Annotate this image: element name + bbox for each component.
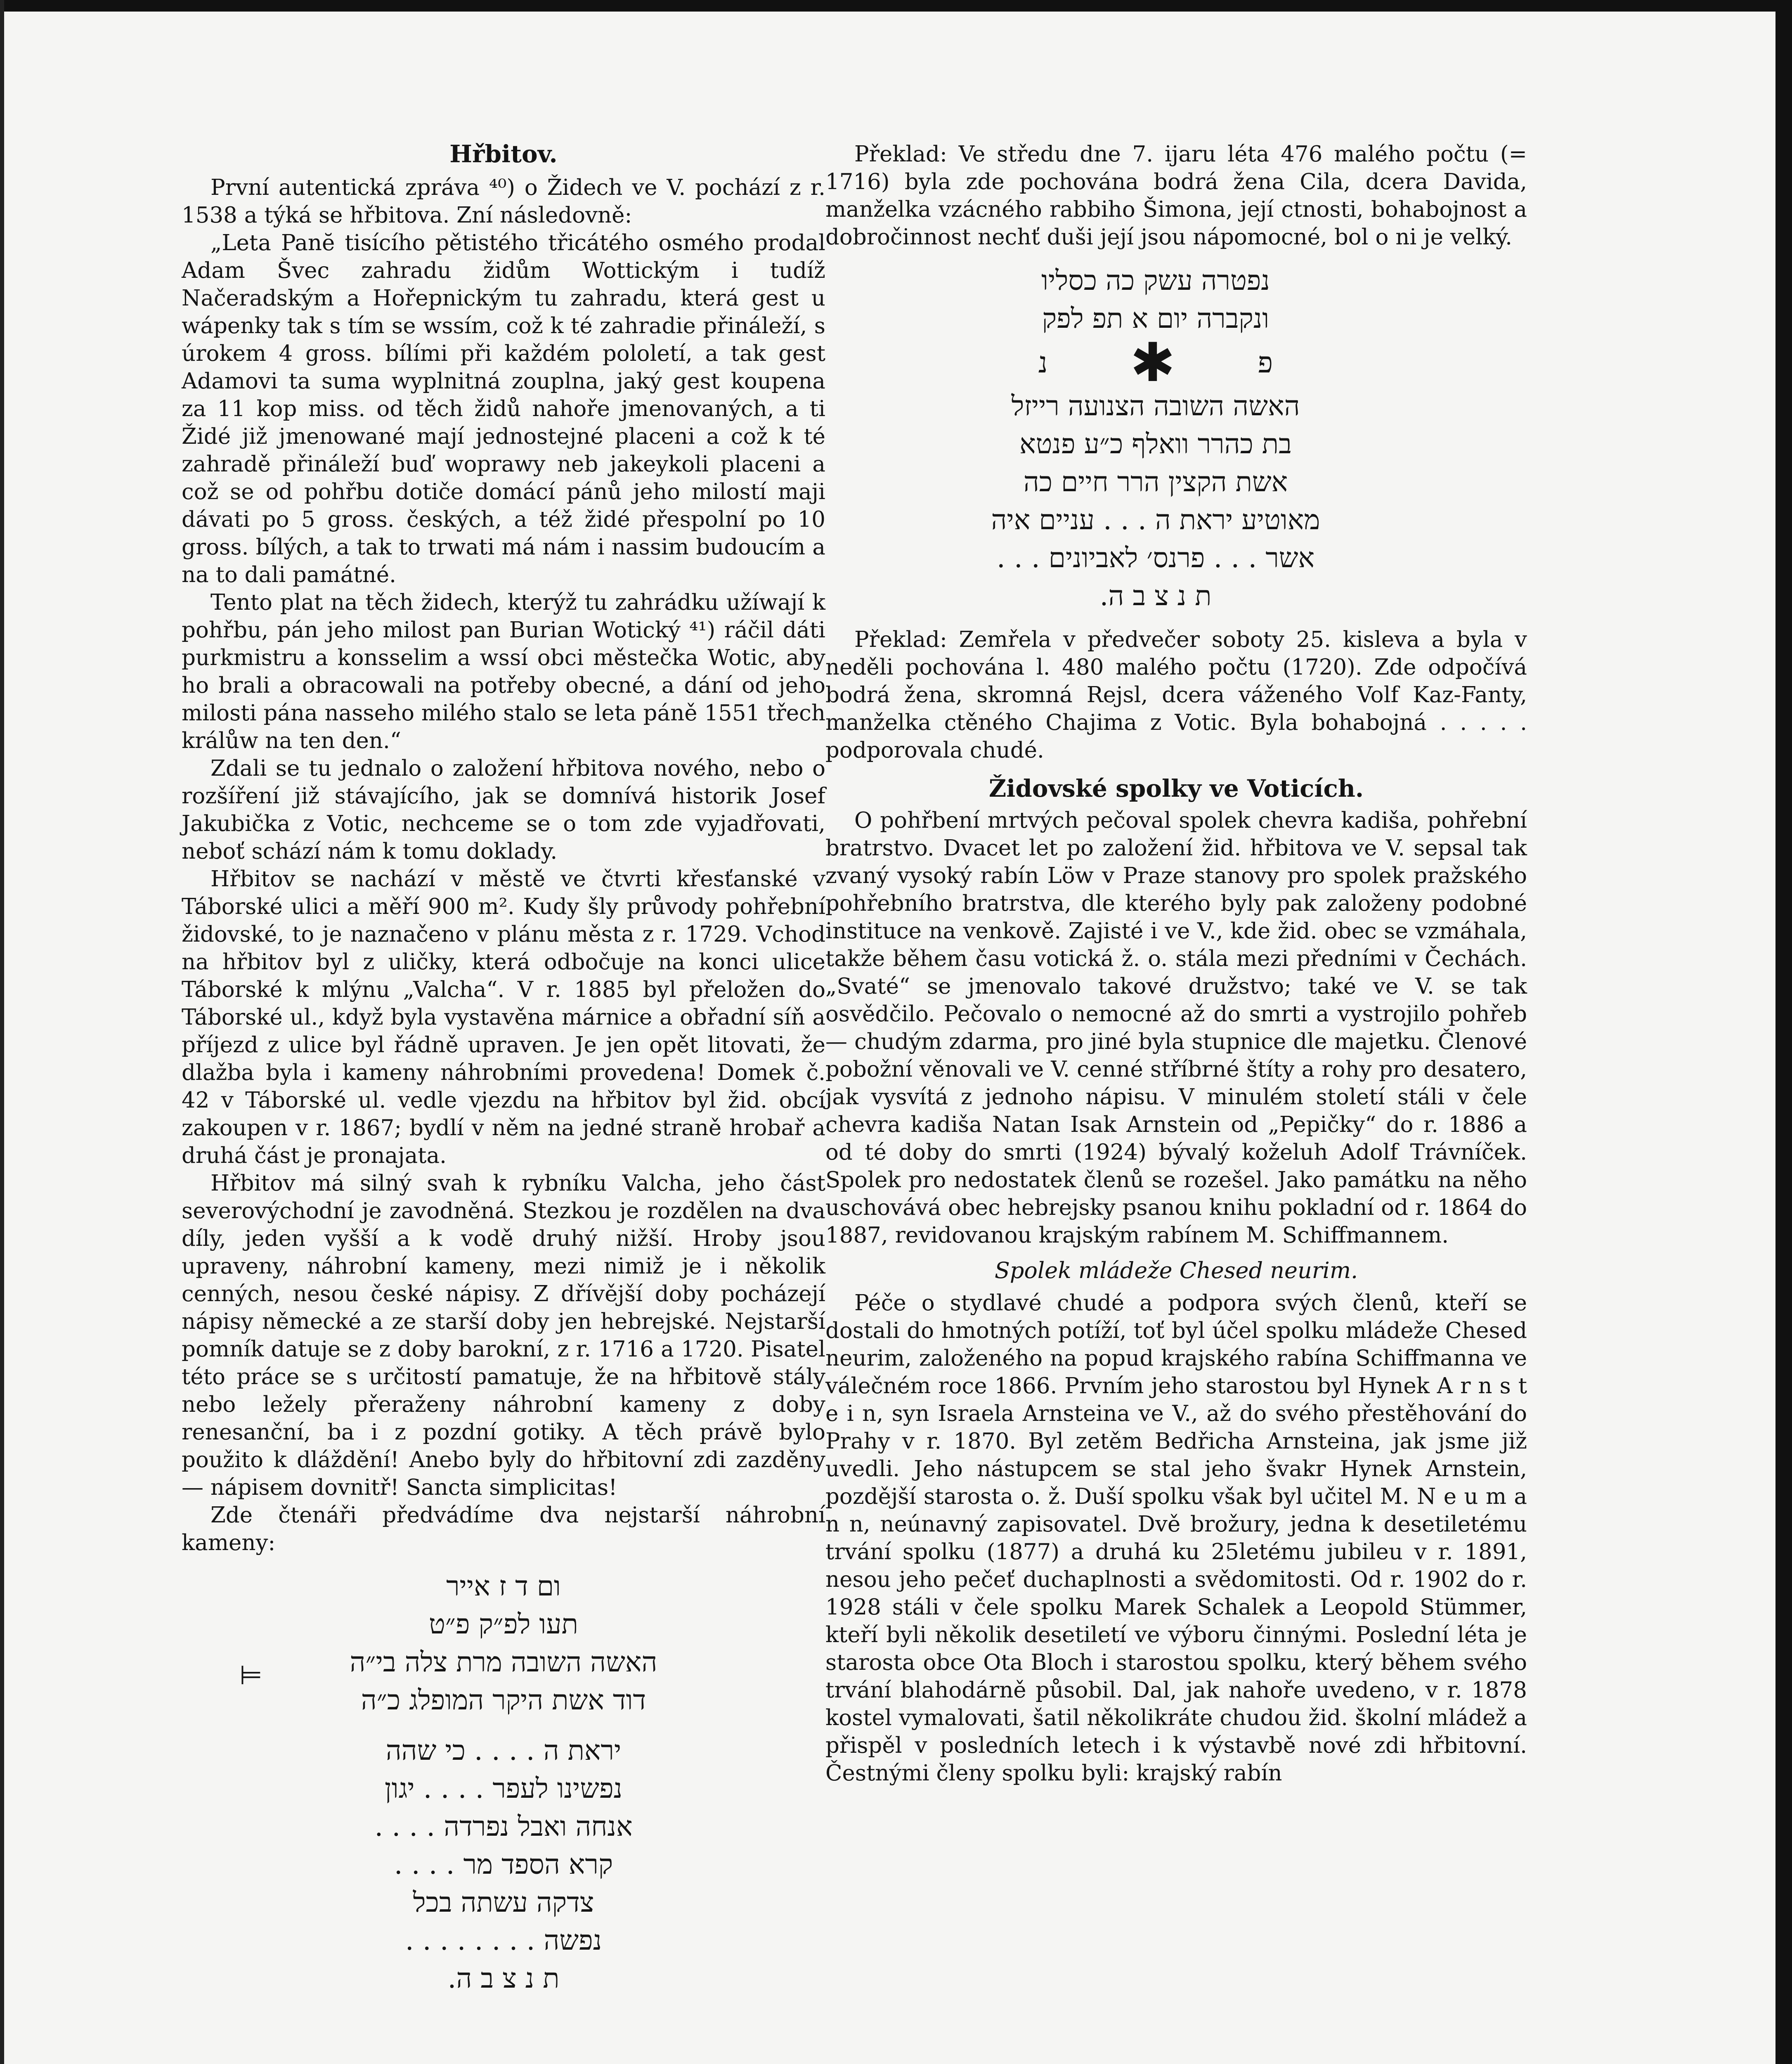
paragraph: Hřbitov má silný svah k rybníku Valcha, jeho část severovýchodní je zavodněná. Stezkou je rozdělen na dva díly, jeden vyšší a k vodě druhý nižší. Hroby jsou upraveny, náhrobní kameny, mezi nimiž je i několik cenných, nesou české nápisy. Z dřívější doby pocházejí nápisy německé a ze starší doby jen hebrejské. Nejstarší pomník datuje se z doby barokní, z r. 1716 a 1720. Pisatel této práce se s určitostí pamatuje, že na hřbitově stály nebo ležely přeraženy náhrobní kameny z doby renesanční, ba i z pozdní gotiky. A těch právě bylo použito k dláždění! Anebo byly do hřbitovní zdi zazděny — nápisem dovnitř! Sancta simplicitas!	[182, 1171, 825, 1500]
hebrew-line: האשה השובה מרת צלה בי״ה	[350, 1646, 657, 1678]
hebrew-letter: נ	[1038, 346, 1048, 379]
subheading-chesed-neurim: Spolek mládeže Chesed neurim.	[994, 1257, 1358, 1283]
paragraph: Zde čtenáři předvádíme dva nejstarší náhrobní kameny:	[182, 1503, 825, 1555]
hebrew-line: תעו לפ״ק פ״ט	[429, 1608, 578, 1640]
hebrew-line: ום ד ז אייר	[446, 1570, 561, 1602]
paragraph: Péče o stydlavé chudé a podpora svých členů, kteří se dostali do hmotných potíží, toť byl účel spolku mládeže Chesed neurim, založeného na popud krajského rabína Schiffmanna ve válečném roce 1866. Prvním jeho starostou byl Hynek A r n s t e i n, syn Israela Arnsteina ve V., až do svého přestěhování do Prahy v r. 1870. Byl zetěm Bedřicha Arnsteina, jak jsme již uvedli. Jeho nástupcem se stal jeho švakr Hynek Arnstein, pozdější starosta o. ž. Duší spolku však byl učitel M. N e u m a n n, neúnavný zapisovatel. Dvě brožury, jedna k desetiletému trvání spolku (1877) a druhá ku 25letému jubileu v r. 1891, nesou jeho pečeť duchaplnosti a svědomitosti. Od r. 1902 do r. 1928 stáli v čele spolku Marek Schalek a Leopold Stümmer, kteří byli několik desetiletí ve výboru činnými. Poslední léta je starosta obce Ota Bloch i starostou spolku, který během svého trvání blahodárně působil. Dal, jak nahoře uvedeno, v r. 1878 kostel vymalovati, šatil několikráte chudou žid. školní mládež a přispěl v posledních letech i k výstavbě nové zdi hřbitovní. Čestnými členy spolku byli: krajský rabín	[825, 1290, 1527, 1786]
hebrew-line: בת כהרר וואלף כ״ע פנטא	[1019, 428, 1292, 460]
hebrew-line: צדקה עשתה בכל	[413, 1886, 594, 1918]
hebrew-line: קרא הספד מר . . . .	[394, 1849, 613, 1880]
paragraph: Zdali se tu jednalo o založení hřbitova nového, nebo o rozšíření již stávajícího, jak se domnívá historik Josef Jakubička z Votic, nechceme se o tom zde vyjadřovati, neboť schází nám k tomu doklady.	[182, 756, 825, 864]
hebrew-line: האשה השובה הצנועה רייזל	[1011, 390, 1300, 422]
tombstone-inscription-1	[239, 1567, 718, 1998]
hebrew-line: ת נ צ ב ה.	[1099, 580, 1212, 612]
section-heading-cemetery: Hřbitov.	[449, 140, 558, 168]
hebrew-line: מאוטיע יראת ה . . . עניים איה	[991, 504, 1320, 536]
paragraph: První autentická zpráva ⁴⁰) o Židech ve V. pochází z r. 1538 a týká se hřbitova. Zní následovně:	[182, 175, 825, 228]
hebrew-line: אנחה ואבל נפרדה . . . .	[374, 1811, 633, 1842]
hebrew-line: נפטרה עשק כה כסליו	[1041, 265, 1270, 296]
hebrew-line: אשר . . . פרנס׳ לאביונים . . .	[996, 542, 1315, 574]
hebrew-line: נפשה . . . . . . . .	[405, 1924, 602, 1956]
stone-marker-icon: ⊨	[239, 1660, 262, 1691]
hebrew-line: ת נ צ ב ה.	[447, 1962, 560, 1994]
scan-border-left	[0, 0, 4, 2064]
star-icon: ✱	[1130, 331, 1175, 394]
hebrew-line: ונקברה יום א תפ לפק	[1042, 303, 1270, 334]
tombstone-inscription-2	[858, 262, 1453, 615]
paragraph: Tento plat na těch židech, kterýž tu zahrádku užíwají k pohřbu, pán jeho milost pan Burian Wotický ⁴¹) ráčil dáti purkmistru a konsselim a wssí obci městečka Wotic, aby ho brali a obracowali na potřeby obecné, a dání od jeho milosti pána nasseho milého stalo se leta páně 1551 třech králůw na ten den.“	[182, 590, 825, 753]
quoted-charter: „Leta Panĕ tisícího pětistého třicátého osmého prodal Adam Švec zahradu židům Wottickým i tudíž Načeradským a Hořepnickým tu zahradu, která gest u wápenky tak s tím se wssím, což k té zahradie přináleží, s úrokem 4 gross. bílími při každém pololetí, a tak gest Adamovi ta suma wyplnitná zouplna, jaký gest koupena za 11 kop miss. od těch židů nahoře jmenovaných, a ti Židé již jmenowané mají jednostejné placeni a což k té zahradě přináleží buď woprawy neb jakeykoli placeni a což se od pohřbu dotiče domácí pánů jeho milostí maji dávati po 5 gross. českých, a též židé přespolní po 10 gross. bílých, a tak to trwati má nám i nassim budoucím a na to dali památné.	[182, 230, 825, 587]
hebrew-line: נפשינו לעפר . . . . יגון	[384, 1773, 623, 1804]
translation-2: Překlad: Zemřela v předvečer soboty 25. kisleva a byla v neděli pochována l. 480 malého počtu (1720). Zde odpočívá bodrá žena, skromná Rejsl, dcera váženého Volf Kaz-Fanty, manželka ctěného Chajima z Votic. Byla bohabojná . . . . . podporovala chudé.	[825, 627, 1527, 763]
spacer	[289, 1719, 718, 1732]
right-column	[825, 140, 1527, 1787]
paragraph: Hřbitov se nachází v městě ve čtvrti křesťanské v Táborské ulici a měří 900 m². Kudy šly průvody pohřební židovské, to je naznačeno v plánu města z r. 1729. Vchod na hřbitov byl z uličky, která odbočuje na konci ulice Táborské k mlýnu „Valcha“. V r. 1885 byl přeložen do Táborské ul., když byla vystavěna márnice a obřadní síň a příjezd z ulice byl řádně upraven. Je jen opět litovati, že dlažba byla i kameny náhrobními provedena! Domek č. 42 v Táborské ul. vedle vjezdu na hřbitov byl žid. obcí zakoupen v r. 1867; bydlí v něm na jedné straně hrobař a druhá část je pronajata.	[182, 866, 825, 1168]
section-heading-societies: Židovské spolky ve Voticích.	[988, 774, 1364, 802]
hebrew-line: אשת הקצין הרר חיים כה	[1023, 466, 1288, 498]
hebrew-line: דוד אשת היקר המופלג כ״ה	[361, 1684, 646, 1716]
scan-border-top	[0, 0, 1792, 12]
translation-1: Překlad: Ve středu dne 7. ijaru léta 476 malého počtu (= 1716) byla zde pochována bodrá žena Cila, dcera Davida, manželka vzácného rabbiho Šimona, její ctnosti, bohabojnost a dobročinnost nechť duši její jsou nápomocné, bol o ni je velký.	[825, 142, 1527, 250]
left-column	[182, 140, 825, 2008]
hebrew-line: יראת ה . . . . כי שהה	[385, 1735, 622, 1766]
star-row	[858, 331, 1453, 394]
paragraph: O pohřbení mrtvých pečoval spolek chevra kadiša, pohřební bratrstvo. Dvacet let po založení žid. hřbitova ve V. sepsal tak zvaný vysoký rabín Löw v Praze stanovy pro spolek pražského pohřebního bratrstva, dle kterého byly pak založeny podobné instituce na venkově. Zajisté i ve V., kde žid. obec se vzmáhala, takže během času votická ž. o. stála mezi předními v Čechách. „Svaté“ se jmenovalo takové družstvo; také ve V. se tak osvědčilo. Pečovalo o nemocné až do smrti a vystrojilo pohřeb — chudým zdarma, pro jiné byla stupnice dle majetku. Členové pobožní věnovali ve V. cenné stříbrné štíty a rohy pro desatero, jak vysvítá z jednoho nápisu. V minulém století stáli v čele chevra kadiša Natan Isak Arnstein od „Pepičky“ do r. 1886 a od té doby do smrti (1924) bývalý koželuh Adolf Trávníček. Spolek pro nedostatek členů se rozešel. Jako památku na něho uschovává obec hebrejsky psanou knihu pokladní od r. 1864 do 1887, revidovanou krajským rabínem M. Schiffmannem.	[825, 808, 1527, 1248]
scan-border-right	[1775, 0, 1792, 2064]
hebrew-letter: פ	[1258, 346, 1273, 379]
